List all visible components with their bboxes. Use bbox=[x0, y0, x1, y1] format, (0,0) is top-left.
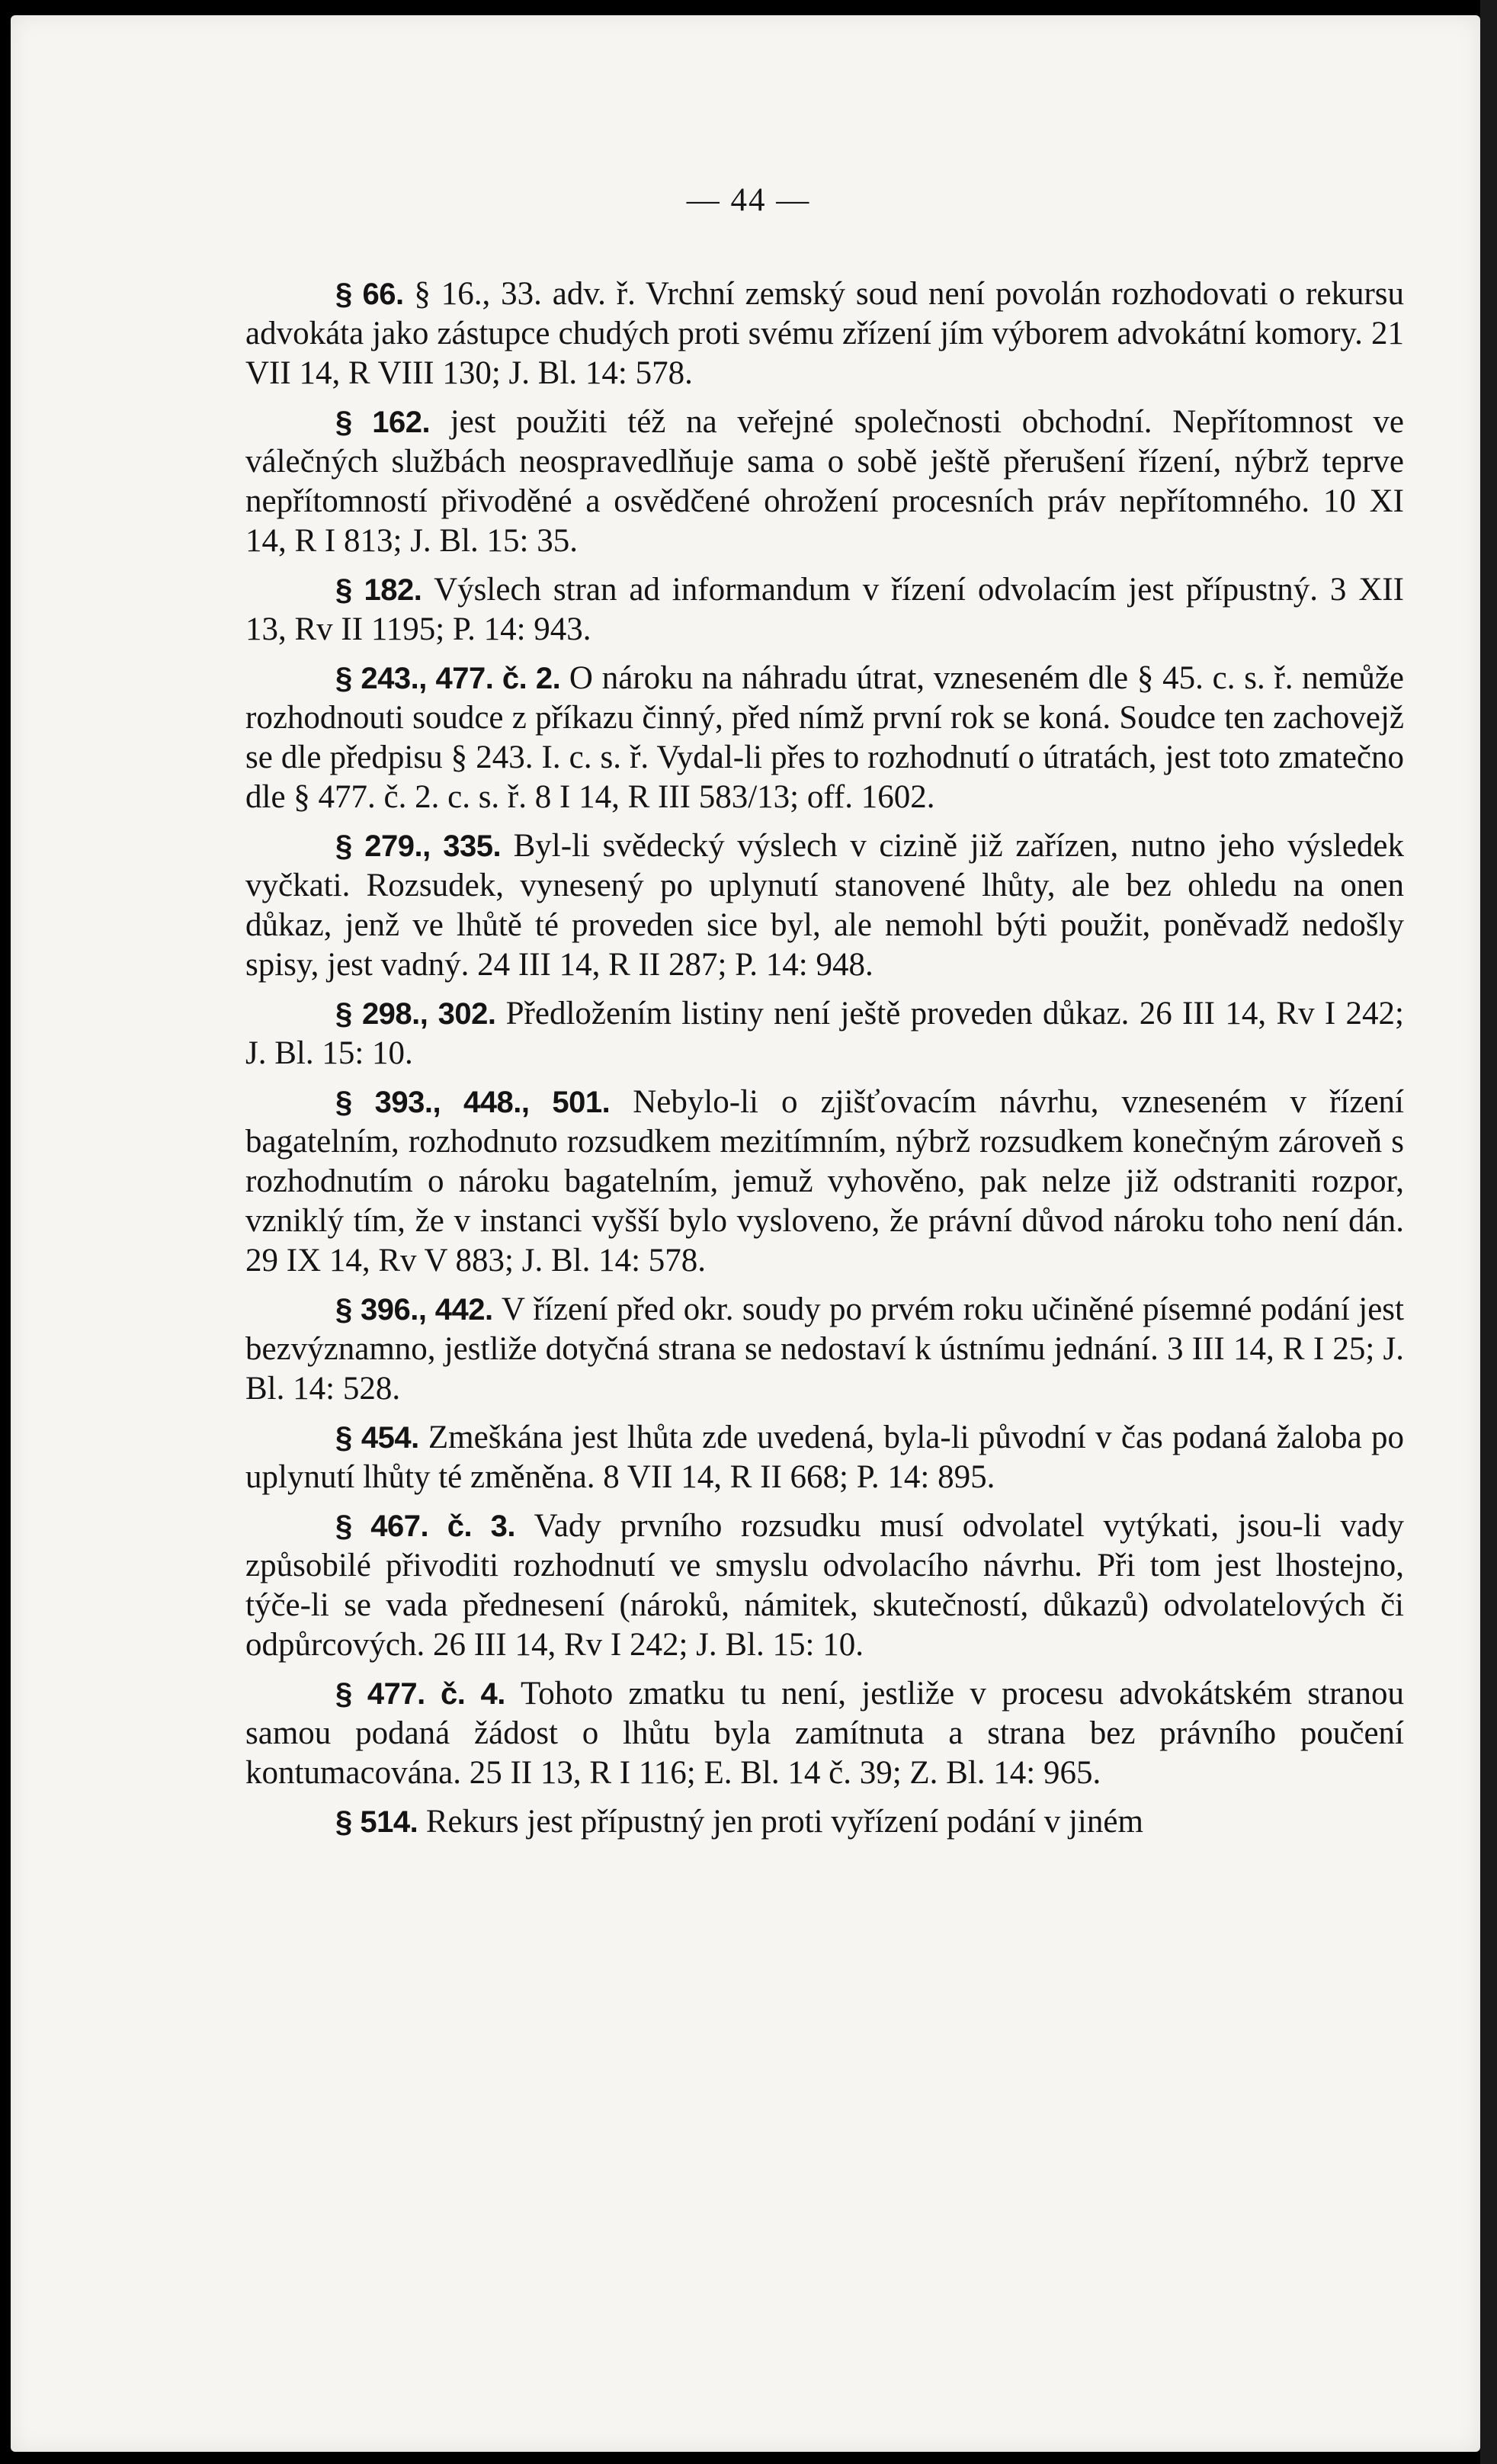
paragraph-text: Předložením listiny není ještě proveden důkaz. 26 III 14, Rv I 242; J. Bl. 15: 10. bbox=[245, 996, 1404, 1071]
paragraph-text: Zmeškána jest lhůta zde uvedená, byla-li původní v čas podaná žaloba po uplynutí lhůty té změněna. 8 VII 14, R II 668; P. 14: 895. bbox=[245, 1420, 1405, 1495]
section-ref: § 467. č. 3. bbox=[335, 1510, 534, 1543]
paragraph-454 bbox=[245, 1418, 1404, 1497]
paragraph-162 bbox=[245, 403, 1404, 561]
paragraph-279 bbox=[245, 826, 1404, 985]
paragraph-66 bbox=[245, 274, 1404, 393]
section-ref: § 162. bbox=[335, 406, 450, 439]
section-ref: § 477. č. 4. bbox=[335, 1677, 521, 1711]
paragraph-182 bbox=[245, 570, 1404, 650]
section-ref: § 279., 335. bbox=[335, 829, 514, 863]
section-ref: § 454. bbox=[335, 1421, 428, 1455]
paragraph-text: jest použiti též na veřejné společnosti obchodní. Nepřítomnost ve válečných službách neospravedlňuje sama o sobě ještě přerušení řízení, nýbrž teprve nepřítomností přivoděné a osvědčené ohrožení procesních práv nepřítomného. 10 XI 14, R I 813; J. Bl. 15: 35. bbox=[245, 404, 1404, 559]
section-ref: § 66. bbox=[335, 278, 415, 311]
paragraph-text: Rekurs jest přípustný jen proti vyřízení podání v jiném bbox=[425, 1804, 1143, 1840]
section-ref: § 514. bbox=[335, 1805, 426, 1839]
paragraph-text: Výslech stran ad informandum v řízení odvolacím jest přípustný. 3 XII 13, Rv II 1195; P. 14: 943. bbox=[245, 572, 1405, 647]
page-body bbox=[245, 274, 1404, 1851]
paragraph-text: Vady prvního rozsudku musí odvolatel vytýkati, jsou-li vady způsobilé přivoditi rozhodnutí ve smyslu odvolacího návrhu. Při tom jest lhostejno, týče-li se vada přednesení (nároků, námitek, skutečností, důkazů) odvolatelových či odpůrcových. 26 III 14, Rv I 242; J. Bl. 15: 10. bbox=[245, 1508, 1404, 1663]
paragraph-298 bbox=[245, 994, 1404, 1073]
paragraph-477 bbox=[245, 1674, 1404, 1793]
paragraph-467 bbox=[245, 1506, 1404, 1665]
section-ref: § 396., 442. bbox=[335, 1293, 502, 1327]
paragraph-text: § 16., 33. adv. ř. Vrchní zemský soud není povolán rozhodovati o rekursu advokáta jako zástupce chudých proti svému zřízení jím výborem advokátní komory. 21 VII 14, R VIII 130; J. Bl. 14: 578. bbox=[245, 276, 1405, 391]
paragraph-text: O nároku na náhradu útrat, vzneseném dle § 45. c. s. ř. nemůže rozhodnouti soudce z příkazu činný, před nímž první rok se koná. Soudce ten zachovejž se dle předpisu § 243. I. c. s. ř. Vydal-li přes to rozhodnutí o útratách, jest toto zmatečno dle § 477. č. 2. c. s. ř. 8 I 14, R III 583/13; off. 1602. bbox=[245, 660, 1404, 815]
paragraph-243 bbox=[245, 659, 1404, 817]
section-ref: § 243., 477. č. 2. bbox=[335, 662, 569, 695]
paragraph-393 bbox=[245, 1083, 1404, 1281]
scan-right-edge bbox=[1480, 0, 1497, 2464]
section-ref: § 298., 302. bbox=[335, 997, 506, 1031]
paragraph-514 bbox=[245, 1802, 1404, 1842]
page-number: — 44 — bbox=[686, 182, 811, 218]
paragraph-396 bbox=[245, 1290, 1404, 1409]
section-ref: § 393., 448., 501. bbox=[335, 1086, 633, 1119]
paragraph-text: V řízení před okr. soudy po prvém roku učiněné písemné podání jest bezvýznamno, jestliže dotyčná strana se nedostaví k ústnímu jednání. 3 III 14, R I 25; J. Bl. 14: 528. bbox=[245, 1291, 1404, 1407]
paragraph-text: Nebylo-li o zjišťovacím návrhu, vzneseném v řízení bagatelním, rozhodnuto rozsudkem mezitímním, nýbrž rozsudkem konečným zároveň s rozhodnutím o nároku bagatelním, jemuž vyhověno, pak nelze již odstraniti rozpor, vzniklý tím, že v instanci vyšší bylo vysloveno, že právní důvod nároku toho není dán. 29 IX 14, Rv V 883; J. Bl. 14: 578. bbox=[245, 1084, 1404, 1279]
paragraph-text: Tohoto zmatku tu není, jestliže v procesu advokátském stranou samou podaná žádost o lhůtu byla zamítnuta a strana bez právního poučení kontumacována. 25 II 13, R I 116; E. Bl. 14 č. 39; Z. Bl. 14: 965. bbox=[245, 1676, 1404, 1791]
paragraph-text: Byl-li svědecký výslech v cizině již zařízen, nutno jeho výsledek vyčkati. Rozsudek, vynesený po uplynutí stanovené lhůty, ale bez ohledu na onen důkaz, jenž ve lhůtě té proveden sice byl, ale nemohl býti použit, poněvadž nedošly spisy, jest vadný. 24 III 14, R II 287; P. 14: 948. bbox=[245, 828, 1405, 983]
section-ref: § 182. bbox=[335, 573, 434, 607]
